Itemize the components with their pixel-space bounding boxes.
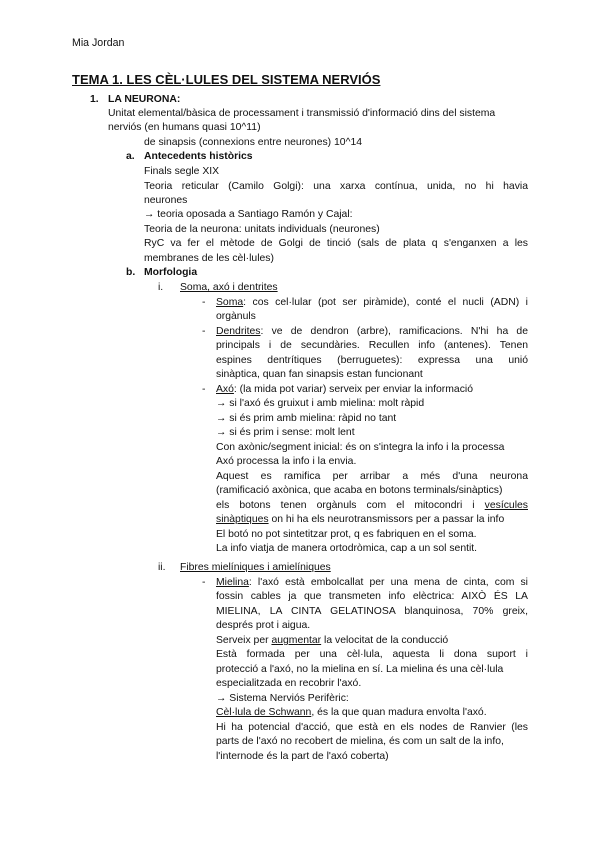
term: vesícules bbox=[484, 500, 528, 511]
section-heading: LA NEURONA: bbox=[108, 94, 181, 105]
paragraph-line: → Sistema Nerviós Perifèric: bbox=[216, 693, 349, 704]
paragraph-line: Unitat elemental/bàsica de processament i transmissió d'informació dins del sistema bbox=[108, 108, 496, 119]
paragraph-line: Teoria reticular (Camilo Golgi): una xarxa contínua, unida, no hi havia bbox=[144, 181, 528, 192]
paragraph-line: Axó processa la info i la envia. bbox=[216, 456, 357, 467]
section-number: 1. bbox=[90, 94, 99, 105]
paragraph-line: orgànuls bbox=[216, 311, 256, 322]
term-text: : (la mida pot variar) serveix per enviar la informació bbox=[233, 384, 473, 395]
term: Axó bbox=[216, 384, 234, 395]
subsection-heading: Antecedents històrics bbox=[144, 151, 253, 162]
paragraph-line: parts de l'axó no recobert de mielina, és com un salt de la info, bbox=[216, 736, 504, 747]
paragraph-line: → teoria oposada a Santiago Ramón y Cajal: bbox=[144, 209, 353, 220]
term-text: : l'axó està embolcallat per una mena de cinta, com si bbox=[248, 577, 528, 588]
paragraph-line: El botó no pot sintetitzar prot, q es fabriquen en el soma. bbox=[216, 529, 477, 540]
paragraph-line bbox=[216, 383, 473, 397]
paragraph-line bbox=[216, 296, 528, 310]
paragraph-line: → si és prim amb mielina: ràpid no tant bbox=[216, 413, 397, 424]
paragraph-line: La info viatja de manera ortodròmica, cap a un sol sentit. bbox=[216, 543, 478, 554]
page-title: TEMA 1. LES CÈL·LULES DEL SISTEMA NERVIÓS bbox=[72, 72, 381, 87]
bullet-dash: - bbox=[202, 297, 206, 308]
paragraph-line bbox=[216, 325, 528, 339]
paragraph-line: Teoria de la neurona: unitats individuals (neurones) bbox=[144, 224, 380, 235]
paragraph-line bbox=[216, 576, 528, 590]
term: Cèl·lula de Schwann bbox=[216, 707, 312, 718]
paragraph-line: (ramificació axònica, que acaba en botons terminals/sinàptics) bbox=[216, 485, 503, 496]
term: sinàptiques bbox=[216, 514, 269, 525]
list-heading: Soma, axó i dentrites bbox=[180, 282, 278, 293]
term-text: : cos cel·lular (pot ser piràmide), conté el nucli (ADN) i bbox=[243, 297, 528, 308]
subsection-marker: b. bbox=[126, 267, 136, 278]
line-text: on hi ha els neurotransmissors per a passar la info bbox=[268, 514, 505, 525]
list-heading: Fibres mielíniques i amielíniques bbox=[180, 562, 331, 573]
paragraph-line bbox=[216, 634, 448, 648]
paragraph-line: sinàptica, quan fan sinapsis estan funcionant bbox=[216, 369, 423, 380]
author-name: Mia Jordan bbox=[72, 37, 125, 49]
term-text: : ve de dendron (arbre), ramificacions. N'hi ha de bbox=[260, 326, 528, 337]
paragraph-line bbox=[216, 499, 528, 513]
paragraph-line: protecció a l'axó, no la mielina en sí. La mielina és una cèl·lula bbox=[216, 664, 504, 675]
line-text: la velocitat de la conducció bbox=[321, 635, 449, 646]
paragraph-line: després prot i aigua. bbox=[216, 620, 311, 631]
paragraph-line: → si és prim i sense: molt lent bbox=[216, 427, 355, 438]
line-text: els botons tenen orgànuls com el mitocondri i bbox=[216, 500, 475, 511]
paragraph-line: especialitzada en recobrir l'axó. bbox=[216, 678, 362, 689]
paragraph-line: Està formada per una cèl·lula, aquesta li dona suport i bbox=[216, 649, 528, 660]
list-marker: ii. bbox=[158, 562, 166, 573]
bullet-dash: - bbox=[202, 384, 206, 395]
bullet-dash: - bbox=[202, 577, 206, 588]
paragraph-line: Finals segle XIX bbox=[144, 166, 220, 177]
paragraph-line bbox=[216, 706, 487, 720]
term: augmentar bbox=[271, 635, 322, 646]
paragraph-line: l'internode és la part de l'axó coberta) bbox=[216, 751, 389, 762]
paragraph-line: Con axònic/segment inicial: és on s'integra la info i la processa bbox=[216, 442, 505, 453]
subsection-marker: a. bbox=[126, 151, 135, 162]
paragraph-line: Aquest es ramifica per arribar a més d'una neurona bbox=[216, 471, 528, 482]
paragraph-line: → si l'axó és gruixut i amb mielina: molt ràpid bbox=[216, 398, 425, 409]
paragraph-line: de sinapsis (connexions entre neurones) 10^14 bbox=[144, 137, 363, 148]
paragraph-line: nerviós (en humans quasi 10^11) bbox=[108, 122, 261, 133]
bullet-dash: - bbox=[202, 326, 206, 337]
paragraph-line: MIELINA, LA CINTA GELATINOSA blanquinosa, 70% greix, bbox=[216, 606, 528, 617]
paragraph-line: Hi ha potencial d'acció, que està en els nodes de Ranvier (les bbox=[216, 722, 528, 733]
list-marker: i. bbox=[158, 282, 164, 293]
term: Dendrites bbox=[216, 326, 261, 337]
line-text: , és la que quan madura envolta l'axó. bbox=[311, 707, 487, 718]
paragraph-line: principals i de secundàries. Recullen info (antenes). Tenen bbox=[216, 340, 528, 351]
term: Soma bbox=[216, 297, 244, 308]
paragraph-line bbox=[216, 513, 504, 527]
term: Mielina bbox=[216, 577, 249, 588]
paragraph-line: neurones bbox=[144, 195, 188, 206]
subsection-heading: Morfologia bbox=[144, 267, 198, 278]
paragraph-line: fossin cables ja que transmeten info elèctrica: AIXÒ ÉS LA bbox=[216, 591, 528, 602]
paragraph-line: espines dentrítiques (berruguetes): expressa una unió bbox=[216, 355, 528, 366]
paragraph-line: RyC va fer el mètode de Golgi de tinció (sals de plata q s'enganxen a les bbox=[144, 238, 528, 249]
paragraph-line: membranes de les cèl·lules) bbox=[144, 253, 274, 264]
line-text: Serveix per bbox=[216, 635, 272, 646]
